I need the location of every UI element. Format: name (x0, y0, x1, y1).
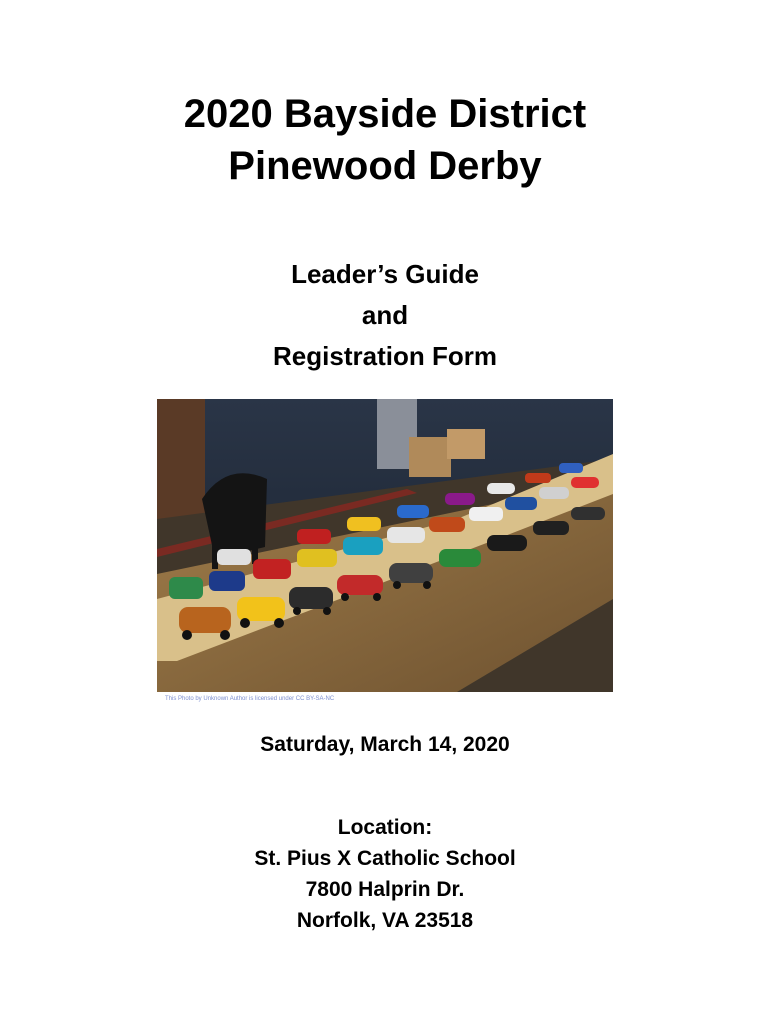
location-block (0, 812, 770, 936)
document-subtitle (0, 254, 770, 377)
location-street: 7800 Halprin Dr. (305, 878, 465, 901)
location-city: Norfolk, VA 23518 (296, 909, 474, 932)
document-title (0, 88, 770, 192)
location-name: St. Pius X Catholic School (254, 847, 516, 870)
photo-caption[interactable]: This Photo by Unknown Author is licensed under CC BY-SA-NC (165, 696, 335, 702)
subtitle-line-3: Registration Form (273, 341, 497, 371)
title-line-2: Pinewood Derby (228, 144, 542, 188)
subtitle-line-2: and (361, 300, 409, 330)
title-line-1: 2020 Bayside District (183, 92, 587, 136)
event-date: Saturday, March 14, 2020 (260, 733, 510, 756)
subtitle-line-1: Leader’s Guide (291, 259, 479, 289)
location-label: Location: (337, 816, 433, 839)
pinewood-cars-photo (157, 399, 613, 692)
